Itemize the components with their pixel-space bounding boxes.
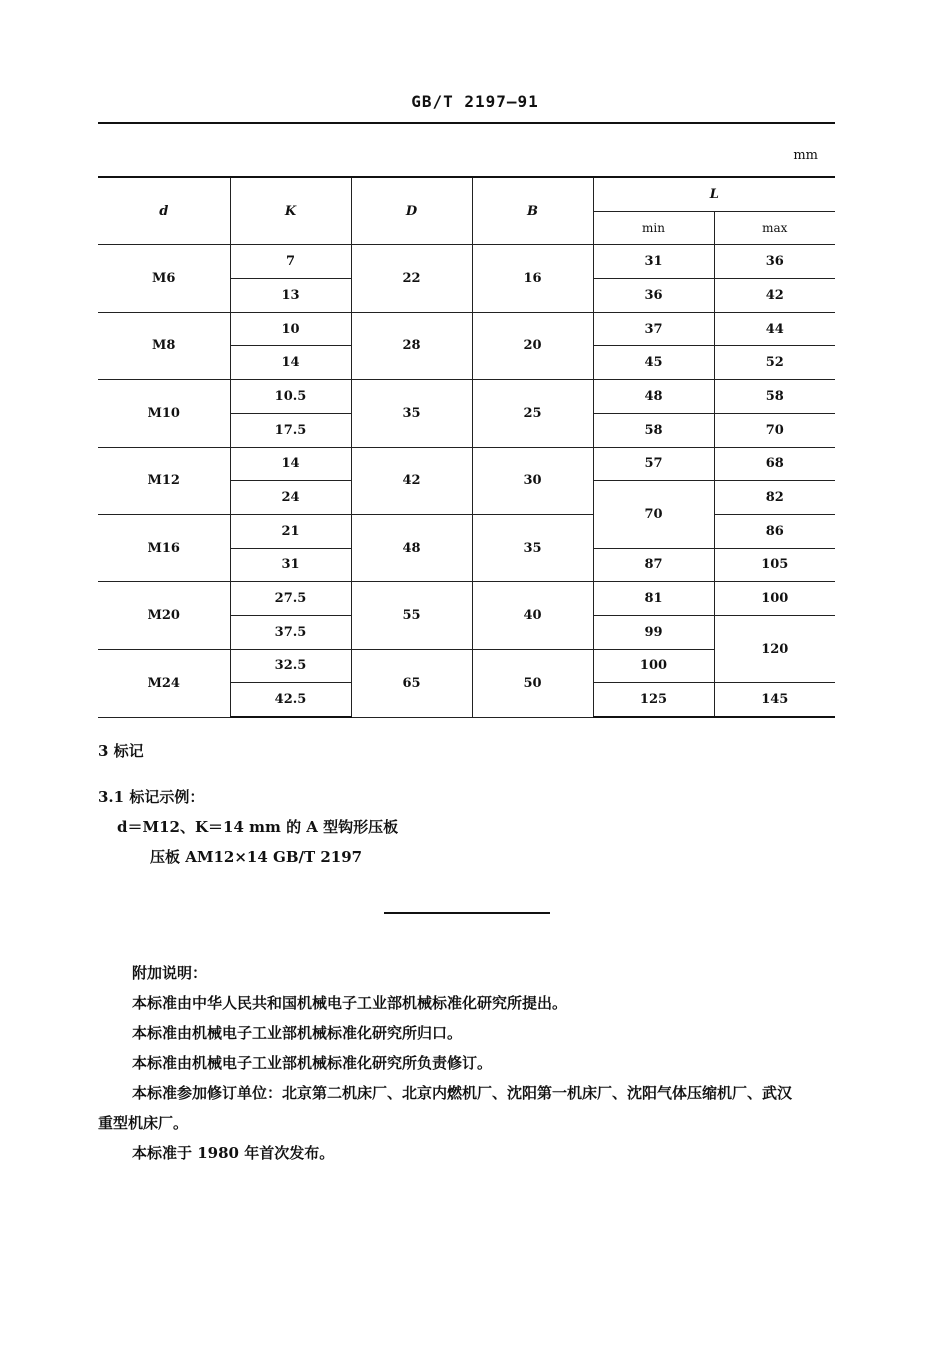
table-row <box>98 380 835 414</box>
section-3-1-title: 3.1 标记示例： <box>98 788 205 806</box>
cell-K: 31 <box>230 548 351 582</box>
cell-L-min: 48 <box>593 380 714 414</box>
cell-L-min: 100 <box>593 649 714 683</box>
cell-L-min: 99 <box>593 615 714 649</box>
cell-L-max: 44 <box>714 312 835 346</box>
cell-L-max: 70 <box>714 413 835 447</box>
cell-L-min: 81 <box>593 582 714 616</box>
cell-B: 40 <box>472 582 593 649</box>
header-rule <box>98 122 835 124</box>
cell-K: 32.5 <box>230 649 351 683</box>
cell-K: 17.5 <box>230 413 351 447</box>
cell-K: 14 <box>230 346 351 380</box>
table-row <box>98 245 835 279</box>
cell-L-min: 36 <box>593 279 714 313</box>
cell-L-max: 86 <box>714 514 835 548</box>
cell-K: 42.5 <box>230 683 351 717</box>
cell-L-max: 68 <box>714 447 835 481</box>
cell-L-min: 37 <box>593 312 714 346</box>
cell-L-min-merged: 70 <box>593 481 714 548</box>
cell-D: 65 <box>351 649 472 717</box>
col-header-D: D <box>351 177 472 245</box>
table-header-row <box>98 177 835 211</box>
cell-L-min: 58 <box>593 413 714 447</box>
cell-D: 55 <box>351 582 472 649</box>
cell-K: 37.5 <box>230 615 351 649</box>
cell-d: M6 <box>98 245 230 312</box>
table-row <box>98 514 835 548</box>
cell-K: 10 <box>230 312 351 346</box>
cell-d: M16 <box>98 514 230 581</box>
cell-K: 10.5 <box>230 380 351 414</box>
notes-line: 本标准参加修订单位：北京第二机床厂、北京内燃机厂、沈阳第一机床厂、沈阳气体压缩机厂、武汉 <box>132 1084 793 1102</box>
dimension-table <box>98 176 835 718</box>
cell-L-min: 45 <box>593 346 714 380</box>
cell-L-max: 52 <box>714 346 835 380</box>
cell-B: 50 <box>472 649 593 717</box>
cell-K: 14 <box>230 447 351 481</box>
cell-B: 30 <box>472 447 593 514</box>
cell-K: 7 <box>230 245 351 279</box>
cell-d: M20 <box>98 582 230 649</box>
col-header-L-min: min <box>593 211 714 245</box>
cell-D: 22 <box>351 245 472 312</box>
notes-line: 本标准于 1980 年首次发布。 <box>132 1144 335 1162</box>
col-header-L: L <box>593 177 835 211</box>
cell-L-max-merged: 120 <box>714 615 835 682</box>
cell-D: 35 <box>351 380 472 447</box>
cell-K: 21 <box>230 514 351 548</box>
cell-B: 20 <box>472 312 593 379</box>
cell-L-min: 57 <box>593 447 714 481</box>
col-header-L-max: max <box>714 211 835 245</box>
table-row <box>98 312 835 346</box>
cell-d: M12 <box>98 447 230 514</box>
marking-example-description: d＝M12、K＝14 mm 的 A 型钩形压板 <box>117 818 399 836</box>
cell-D: 28 <box>351 312 472 379</box>
col-header-K: K <box>230 177 351 245</box>
cell-d: M8 <box>98 312 230 379</box>
notes-line: 本标准由机械电子工业部机械标准化研究所负责修订。 <box>132 1054 493 1072</box>
col-header-d: d <box>98 177 230 245</box>
cell-L-max: 145 <box>714 683 835 717</box>
cell-L-max: 58 <box>714 380 835 414</box>
table-unit: mm <box>793 148 818 163</box>
col-header-B: B <box>472 177 593 245</box>
cell-L-max: 42 <box>714 279 835 313</box>
marking-example-code: 压板 AM12×14 GB/T 2197 <box>150 848 363 866</box>
section-3-title: 3 标记 <box>98 742 144 760</box>
cell-L-min: 125 <box>593 683 714 717</box>
cell-B: 35 <box>472 514 593 581</box>
cell-d: M24 <box>98 649 230 717</box>
cell-L-max: 100 <box>714 582 835 616</box>
standard-code-header: GB/T 2197—91 <box>411 92 539 111</box>
cell-L-max: 105 <box>714 548 835 582</box>
cell-K: 13 <box>230 279 351 313</box>
notes-title: 附加说明： <box>132 964 208 982</box>
cell-L-min: 87 <box>593 548 714 582</box>
notes-line: 本标准由中华人民共和国机械电子工业部机械标准化研究所提出。 <box>132 994 568 1012</box>
notes-line: 重型机床厂。 <box>98 1114 189 1132</box>
cell-L-min: 31 <box>593 245 714 279</box>
cell-K: 24 <box>230 481 351 515</box>
cell-L-max: 82 <box>714 481 835 515</box>
cell-D: 42 <box>351 447 472 514</box>
table-row <box>98 582 835 616</box>
cell-L-max: 36 <box>714 245 835 279</box>
notes-line: 本标准由机械电子工业部机械标准化研究所归口。 <box>132 1024 463 1042</box>
cell-B: 25 <box>472 380 593 447</box>
cell-D: 48 <box>351 514 472 581</box>
cell-K: 27.5 <box>230 582 351 616</box>
table-row <box>98 447 835 481</box>
cell-B: 16 <box>472 245 593 312</box>
cell-d: M10 <box>98 380 230 447</box>
section-divider <box>384 912 550 914</box>
